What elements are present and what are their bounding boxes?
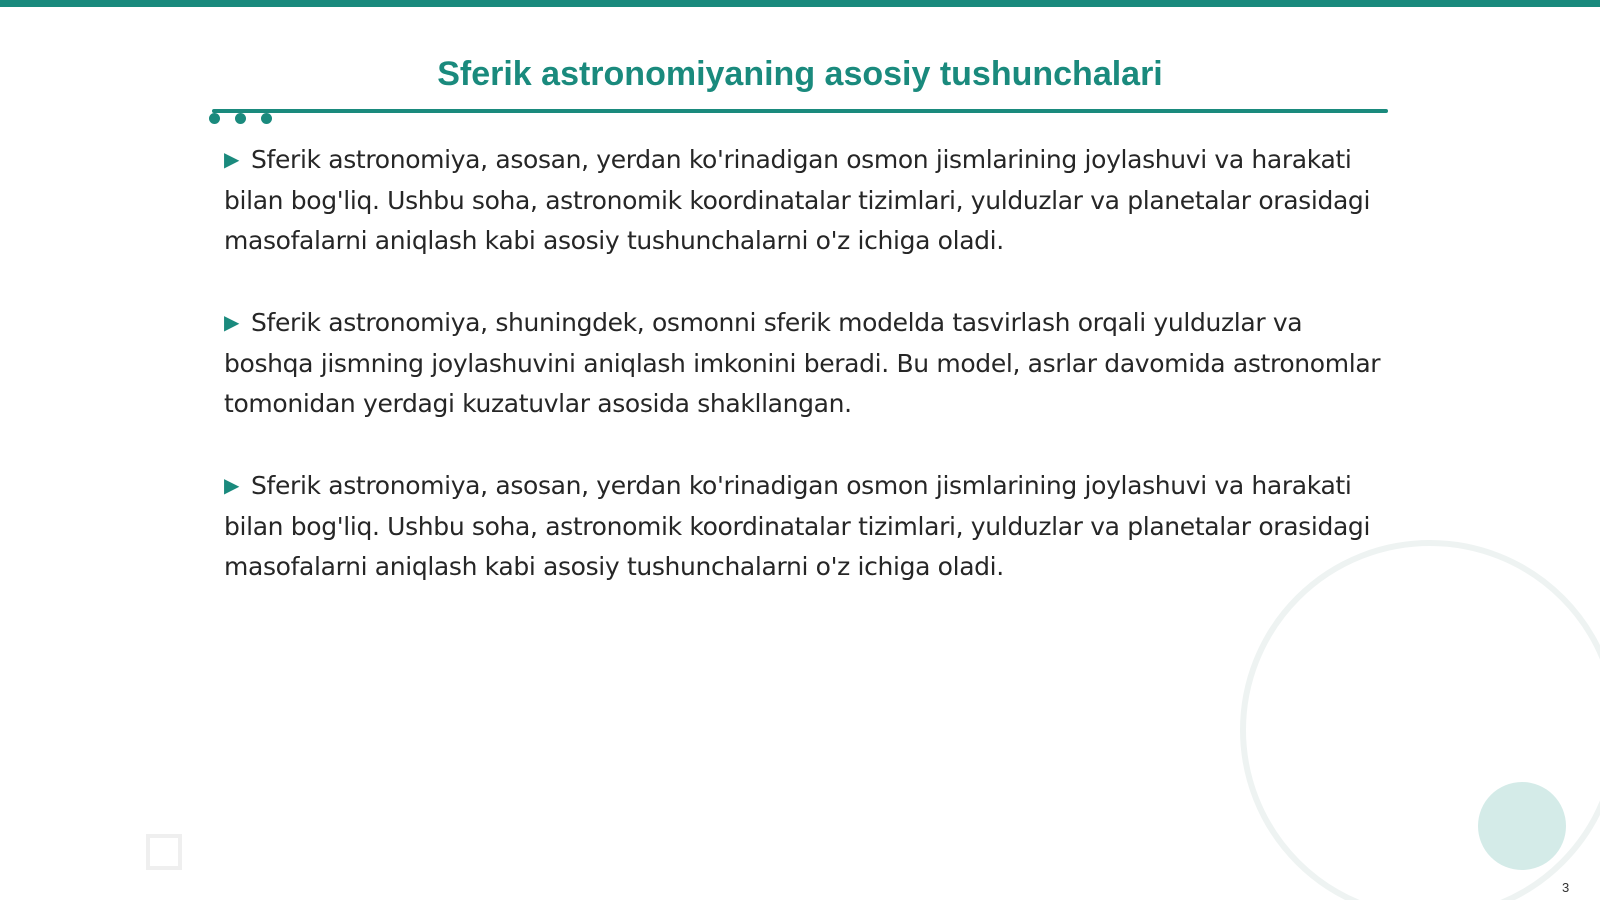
decor-disc bbox=[1478, 782, 1566, 870]
top-accent-bar bbox=[0, 0, 1600, 7]
title-underline bbox=[212, 109, 1388, 113]
page-number: 3 bbox=[1562, 880, 1570, 895]
bullet-triangle-icon: ▶ bbox=[224, 147, 240, 171]
decor-square bbox=[146, 834, 182, 870]
bullet-paragraph-3 bbox=[224, 466, 1384, 587]
slide-title: Sferik astronomiyaning asosiy tushunchalari bbox=[437, 55, 1163, 93]
decor-dot bbox=[261, 113, 272, 124]
bullet-triangle-icon: ▶ bbox=[224, 473, 240, 497]
decor-dot bbox=[209, 113, 220, 124]
bullet-text: Sferik astronomiya, asosan, yerdan ko'rinadigan osmon jismlarining joylashuvi va harakati bilan bog'liq. Ushbu soha, astronomik koordinatalar tizimlari, yulduzlar va planetalar orasidagi masofalarni aniqlash kabi asosiy tushunchalarni o'z ichiga oladi. bbox=[224, 145, 1371, 255]
bullet-triangle-icon: ▶ bbox=[224, 310, 240, 334]
decor-dot bbox=[235, 113, 246, 124]
bullet-paragraph-1 bbox=[224, 140, 1384, 261]
bullet-paragraph-2 bbox=[224, 303, 1384, 424]
bullet-list bbox=[224, 140, 1384, 629]
bullet-text: Sferik astronomiya, asosan, yerdan ko'rinadigan osmon jismlarining joylashuvi va harakati bilan bog'liq. Ushbu soha, astronomik koordinatalar tizimlari, yulduzlar va planetalar orasidagi masofalarni aniqlash kabi asosiy tushunchalarni o'z ichiga oladi. bbox=[224, 471, 1371, 581]
bullet-text: Sferik astronomiya, shuningdek, osmonni sferik modelda tasvirlash orqali yulduzlar va boshqa jismning joylashuvini aniqlash imkonini beradi. Bu model, asrlar davomida astronomlar tomonidan yerdagi kuzatuvlar asosida shakllangan. bbox=[224, 308, 1381, 418]
